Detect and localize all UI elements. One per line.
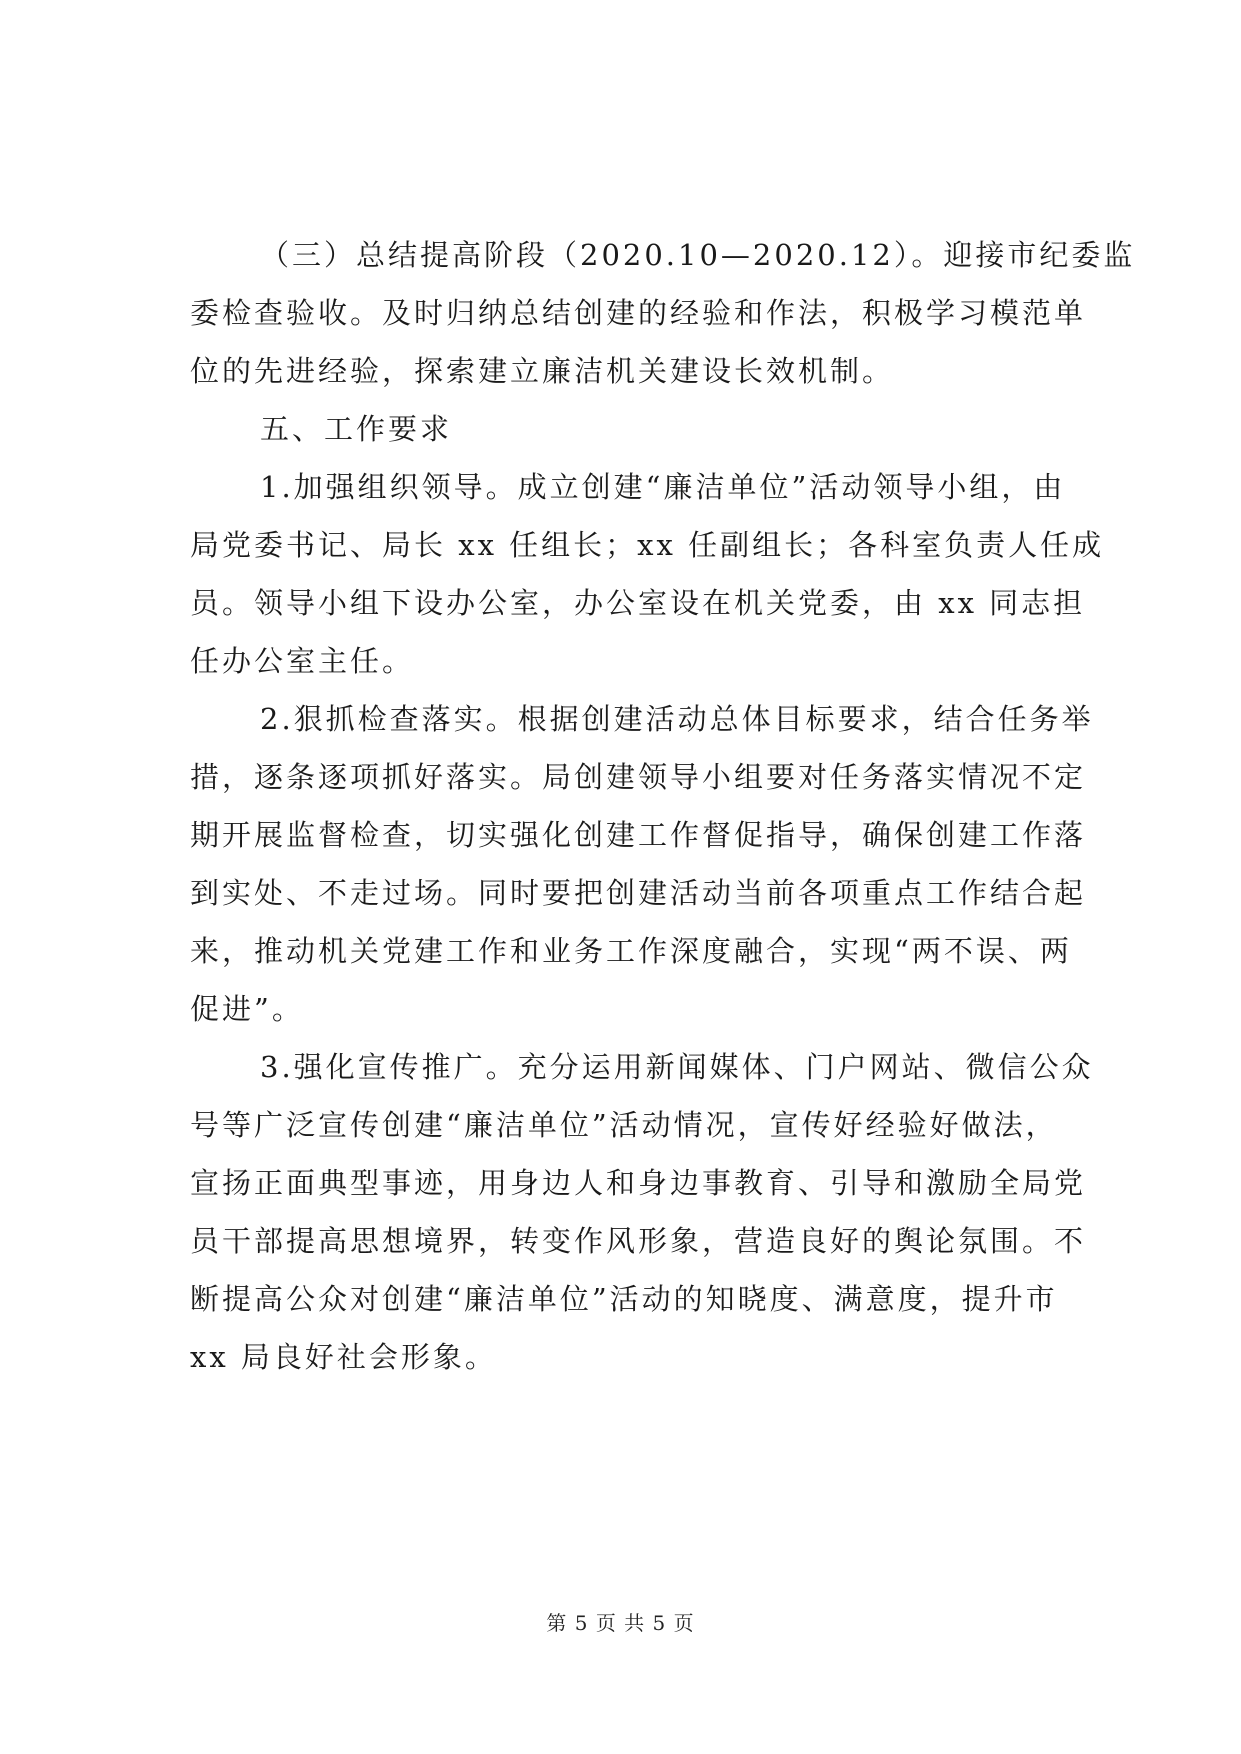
text-line: 宣扬正面典型事迹，用身边人和身边事教育、引导和激励全局党 — [190, 1166, 1087, 1200]
text-line: 号等广泛宣传创建“廉洁单位”活动情况，宣传好经验好做法， — [190, 1108, 1058, 1142]
text-line: （三）总结提高阶段（2020.10—2020.12）。迎接市纪委监 — [260, 238, 1136, 272]
text-line: 局党委书记、局长 xx 任组长；xx 任副组长；各科室负责人任成 — [190, 528, 1105, 562]
page-number-footer: 第 5 页 共 5 页 — [546, 1611, 695, 1635]
text-line: xx 局良好社会形象。 — [190, 1340, 497, 1374]
text-line: 来，推动机关党建工作和业务工作深度融合，实现“两不误、两 — [190, 934, 1072, 968]
text-line: 位的先进经验，探索建立廉洁机关建设长效机制。 — [190, 354, 895, 388]
paragraph-requirement-3 — [190, 1038, 1094, 1386]
text-line: 断提高公众对创建“廉洁单位”活动的知晓度、满意度，提升市 — [190, 1282, 1058, 1316]
text-line: 任办公室主任。 — [190, 644, 415, 678]
text-line: 促进”。 — [190, 992, 304, 1026]
section-heading-work-requirements — [190, 400, 1090, 458]
text-line: 期开展监督检查，切实强化创建工作督促指导，确保创建工作落 — [190, 818, 1087, 852]
text-line: 委检查验收。及时归纳总结创建的经验和作法，积极学习模范单 — [190, 296, 1087, 330]
text-line: 到实处、不走过场。同时要把创建活动当前各项重点工作结合起 — [190, 876, 1087, 910]
document-body — [190, 226, 1136, 1386]
text-line: 员。领导小组下设办公室，办公室设在机关党委，由 xx 同志担 — [190, 586, 1086, 620]
paragraph-requirement-1 — [190, 458, 1105, 690]
text-line: 员干部提高思想境界，转变作风形象，营造良好的舆论氛围。不 — [190, 1224, 1087, 1258]
text-line: 1.加强组织领导。成立创建“廉洁单位”活动领导小组，由 — [260, 470, 1066, 504]
text-line: 措，逐条逐项抓好落实。局创建领导小组要对任务落实情况不定 — [190, 760, 1087, 794]
text-line: 五、工作要求 — [260, 412, 453, 446]
paragraph-summary-phase — [190, 226, 1136, 400]
text-line: 2.狠抓检查落实。根据创建活动总体目标要求，结合任务举 — [260, 702, 1094, 736]
paragraph-requirement-2 — [190, 690, 1094, 1038]
text-line: 3.强化宣传推广。充分运用新闻媒体、门户网站、微信公众 — [260, 1050, 1094, 1084]
